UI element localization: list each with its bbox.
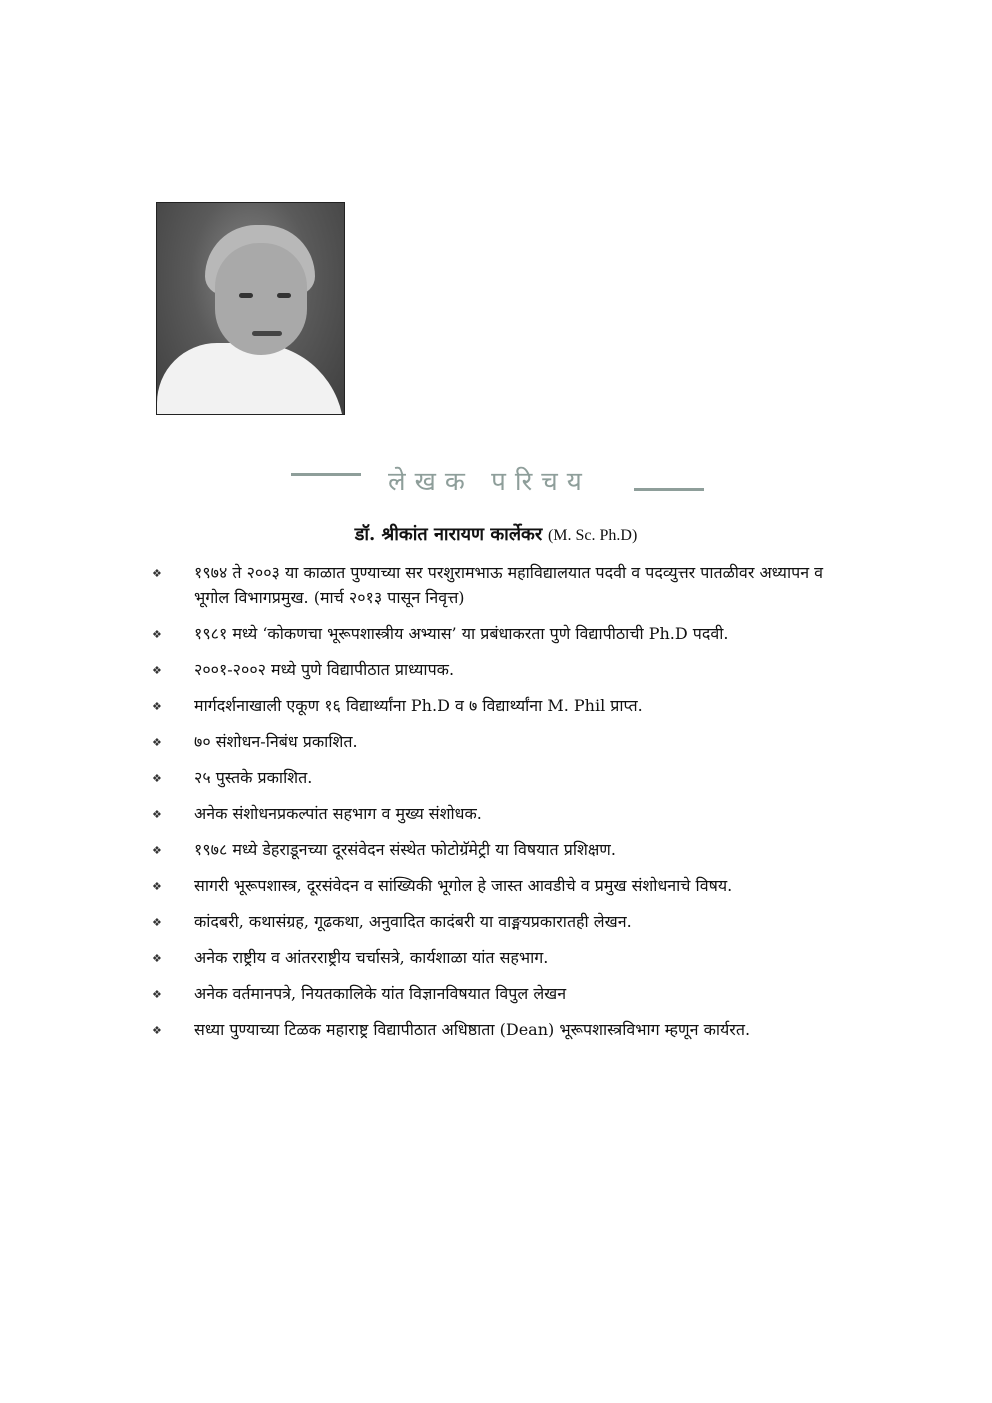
bio-list	[152, 560, 852, 1053]
list-item	[152, 873, 852, 898]
list-item-text: २५ पुस्तके प्रकाशित.	[194, 768, 313, 787]
diamond-bullet-icon: ❖	[152, 1024, 162, 1037]
diamond-bullet-icon: ❖	[152, 772, 162, 785]
list-item	[152, 560, 852, 610]
list-item	[152, 621, 852, 646]
photo-face	[215, 243, 307, 355]
list-item-text: कांदबरी, कथासंग्रह, गूढकथा, अनुवादित कादंबरी या वाङ्मयप्रकारातही लेखन.	[194, 912, 632, 931]
list-item-text: अनेक संशोधनप्रकल्पांत सहभाग व मुख्य संशोधक.	[194, 804, 482, 823]
author-line	[0, 522, 992, 546]
section-heading	[0, 462, 992, 502]
photo-eye	[239, 293, 253, 298]
list-item-text: १९८१ मध्ये ‘कोकणचा भूरूपशास्त्रीय अभ्यास’ या प्रबंधाकरता पुणे विद्यापीठाची Ph.D पदवी.	[194, 624, 729, 643]
diamond-bullet-icon: ❖	[152, 664, 162, 677]
list-item-text: १९७४ ते २००३ या काळात पुण्याच्या सर परशुरामभाऊ महाविद्यालयात पदवी व पदव्युत्तर पातळीवर अध्यापन व भूगोल विभागप्रमुख. (मार्च २०१३ पासून निवृत्त)	[194, 563, 824, 607]
list-item-text: २००१-२००२ मध्ये पुणे विद्यापीठात प्राध्यापक.	[194, 660, 455, 679]
diamond-bullet-icon: ❖	[152, 808, 162, 821]
photo-eye	[277, 293, 291, 298]
diamond-bullet-icon: ❖	[152, 988, 162, 1001]
list-item	[152, 657, 852, 682]
author-photo	[156, 202, 345, 415]
list-item-text: सध्या पुण्याच्या टिळक महाराष्ट्र विद्यापीठात अधिष्ठाता (Dean) भूरूपशास्त्रविभाग म्हणून कार्यरत.	[194, 1020, 751, 1039]
list-item-text: सागरी भूरूपशास्त्र, दूरसंवेदन व सांख्यिकी भूगोल हे जास्त आवडीचे व प्रमुख संशोधनाचे विषय.	[194, 876, 733, 895]
diamond-bullet-icon: ❖	[152, 844, 162, 857]
diamond-bullet-icon: ❖	[152, 916, 162, 929]
heading-title: लेखक परिचय	[388, 467, 591, 497]
diamond-bullet-icon: ❖	[152, 952, 162, 965]
list-item	[152, 729, 852, 754]
diamond-bullet-icon: ❖	[152, 567, 162, 580]
list-item-text: ७० संशोधन-निबंध प्रकाशित.	[194, 732, 358, 751]
diamond-bullet-icon: ❖	[152, 700, 162, 713]
list-item	[152, 981, 852, 1006]
diamond-bullet-icon: ❖	[152, 880, 162, 893]
list-item	[152, 693, 852, 718]
list-item	[152, 837, 852, 862]
list-item	[152, 945, 852, 970]
list-item-text: मार्गदर्शनाखाली एकूण १६ विद्यार्थ्यांना Ph.D व ७ विद्यार्थ्यांना M. Phil प्राप्त.	[194, 696, 643, 715]
list-item	[152, 909, 852, 934]
author-name: डॉ. श्रीकांत नारायण कार्लेकर	[354, 524, 543, 545]
heading-rule-right	[634, 488, 704, 491]
heading-rule-left	[291, 473, 361, 476]
diamond-bullet-icon: ❖	[152, 736, 162, 749]
list-item	[152, 1017, 852, 1042]
diamond-bullet-icon: ❖	[152, 628, 162, 641]
list-item-text: अनेक राष्ट्रीय व आंतरराष्ट्रीय चर्चासत्रे, कार्यशाळा यांत सहभाग.	[194, 948, 549, 967]
author-degrees: (M. Sc. Ph.D)	[547, 527, 638, 544]
list-item-text: १९७८ मध्ये डेहराडूनच्या दूरसंवेदन संस्थेत फोटोग्रॅमेट्री या विषयात प्रशिक्षण.	[194, 840, 616, 859]
list-item-text: अनेक वर्तमानपत्रे, नियतकालिके यांत विज्ञानविषयात विपुल लेखन	[194, 984, 567, 1003]
list-item	[152, 765, 852, 790]
list-item	[152, 801, 852, 826]
photo-mustache	[252, 331, 282, 336]
